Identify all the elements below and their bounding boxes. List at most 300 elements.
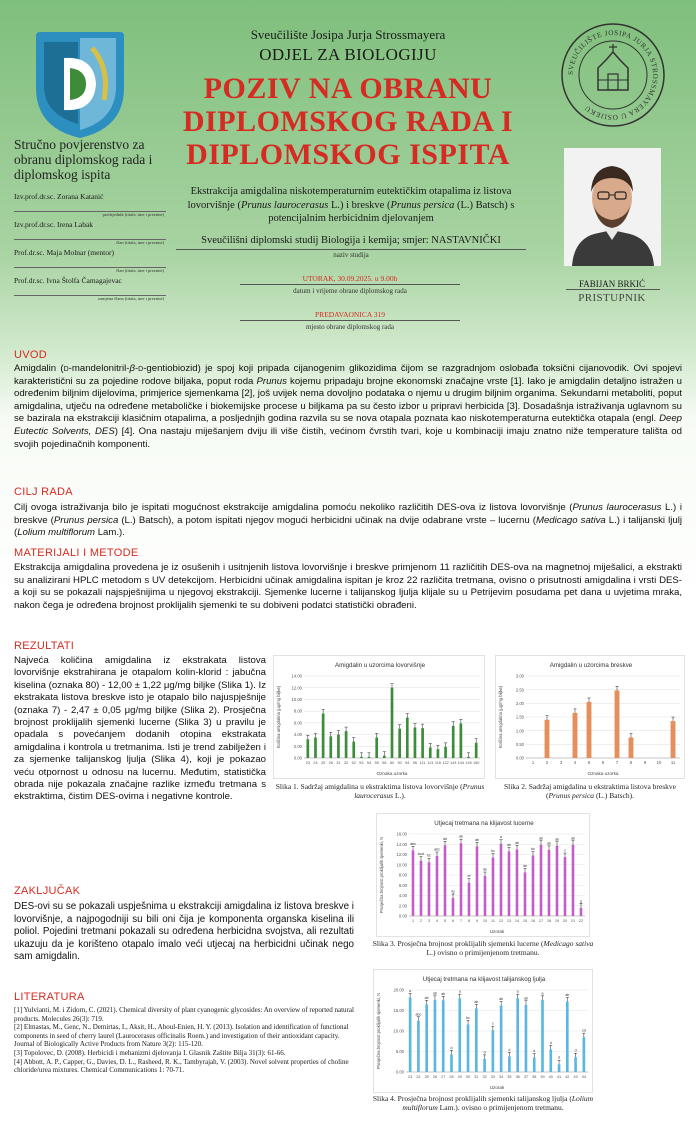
committee-member-row: [14, 189, 166, 217]
x-tick-label: 41: [556, 1075, 562, 1079]
x-tick-label: 1: [411, 919, 415, 923]
significance-label: ab: [475, 837, 479, 842]
chart-bar: [345, 731, 348, 758]
x-tick-label: 34: [499, 1075, 504, 1079]
department-logo: [34, 28, 126, 142]
chart-title: Utjecaj tretmana na klijavost talijanskog ljulja: [422, 976, 546, 983]
chart-bar: [516, 849, 519, 916]
x-tick-label: 23: [408, 1075, 413, 1079]
significance-label: abc: [410, 841, 416, 846]
chart-bar: [444, 747, 447, 758]
chart-bar: [409, 997, 412, 1072]
significance-label: g: [580, 899, 582, 904]
thesis-species: Prunus persica: [390, 199, 455, 211]
x-tick-label: 4: [435, 919, 439, 923]
chart-bar: [629, 738, 634, 759]
y-tick-label: 12.00: [291, 685, 302, 691]
y-tick-label: 0.00: [515, 755, 524, 761]
thesis-species: Prunus laurocerasus: [240, 199, 329, 211]
chart-bar: [525, 1005, 528, 1072]
chart-bar: [420, 861, 423, 916]
y-tick-label: 6.00: [293, 720, 302, 726]
x-axis-label: Oznaka uzorka: [376, 771, 408, 776]
x-tick-label: 80: [389, 761, 395, 765]
chart-bar: [452, 726, 455, 758]
thesis-title-text: L.) i breskve (: [328, 199, 391, 211]
significance-label: ab: [539, 836, 543, 841]
x-tick-label: 90: [397, 761, 402, 765]
chart-bar: [467, 1024, 470, 1072]
y-tick-label: 1.00: [515, 728, 524, 734]
chart-bar: [421, 728, 424, 758]
chart-bar: [444, 845, 447, 916]
chart-bar: [524, 872, 527, 916]
y-tick-label: 2.00: [398, 903, 407, 909]
significance-label: cd: [581, 1028, 586, 1033]
x-tick-label: 56: [382, 761, 387, 765]
chart-svg: [274, 656, 486, 780]
chart-bar: [475, 743, 478, 758]
y-tick-label: 2.50: [515, 687, 524, 693]
chart-bar: [476, 846, 479, 916]
chart-alfalfa-germination: [376, 813, 590, 937]
y-axis-label: Količina amigdalina (μg/mg biljke): [498, 685, 503, 749]
x-tick-label: 26: [432, 1075, 438, 1079]
x-tick-label: 42: [565, 1075, 570, 1079]
x-tick-label: 24: [416, 1075, 421, 1079]
chart-bar: [434, 1000, 437, 1072]
student-photo: [564, 148, 661, 266]
committee-member-caption: član (titula, ime i prezime): [116, 268, 164, 273]
section-heading-rezultati: REZULTATI: [14, 640, 75, 652]
x-tick-label: 27: [441, 1075, 446, 1079]
figure-caption-1: Slika 1. Sadržaj amigdalina u ekstraktima listova lovorvišnje (Prunus laurocerasus L.).: [275, 782, 485, 800]
chart-bar: [573, 713, 578, 758]
chart-svg: [377, 814, 591, 938]
x-tick-label: 25: [321, 761, 326, 765]
x-tick-label: 43: [573, 1075, 578, 1079]
significance-label: abc: [415, 1012, 422, 1017]
x-tick-label: 150: [473, 761, 480, 765]
x-tick-label: 25: [424, 1075, 429, 1079]
chart-bar: [508, 1056, 511, 1072]
chart-bar: [587, 702, 592, 758]
chart-bar: [414, 728, 417, 758]
date-caption: datum i vrijeme obrane diplomskog rada: [293, 287, 407, 295]
x-tick-label: 55: [374, 761, 379, 765]
y-tick-label: 16.00: [396, 831, 407, 837]
x-tick-label: 32: [343, 761, 349, 765]
chart-title: Utjecaj tretmana na klijavost lucerne: [434, 820, 534, 827]
chart-bar: [406, 718, 409, 758]
x-tick-label: 36: [515, 1075, 520, 1079]
x-tick-label: 1: [531, 760, 535, 765]
y-tick-label: 2.00: [515, 700, 524, 706]
x-tick-label: 14: [514, 919, 520, 923]
section-heading-uvod: UVOD: [14, 349, 47, 361]
significance-label: ab: [571, 836, 575, 841]
chart-bar: [352, 742, 355, 758]
significance-label: de: [483, 867, 487, 872]
x-tick-label: 33: [490, 1075, 495, 1079]
significance-label: d: [574, 1048, 577, 1053]
y-tick-label: 0.00: [398, 913, 407, 919]
significance-label: ab: [443, 836, 447, 841]
x-tick-label: 32: [482, 1075, 487, 1079]
chart-bar: [436, 856, 439, 916]
zakljucak-text: DES-ovi su se pokazali uspješnima u ekstrakciji amigdalina iz listova breskve i lovorvišnje, a najpogodniji su bili oni čija je komponenta organska kiselina ili poliol. Pojedini tretmani pokazali su određena herbicidna svojstva, ali rezultati ukazuju da je korišteno otapalo imalo veći utjecaj na herbicidni učinak nego sam amigdalin.: [14, 901, 354, 963]
chart-bar: [484, 876, 487, 916]
x-tick-label: 94: [405, 761, 410, 765]
chart-bar: [417, 1021, 420, 1072]
significance-label: d: [533, 1049, 536, 1054]
chart-bar: [360, 757, 363, 758]
x-tick-label: 11: [491, 919, 495, 923]
significance-label: ab: [424, 995, 429, 1000]
chart-bar: [572, 845, 575, 916]
significance-label: abc: [434, 847, 440, 852]
divider: [176, 249, 526, 250]
significance-label: a: [500, 835, 502, 840]
significance-label: ab: [523, 996, 528, 1001]
x-tick-label: 30: [465, 1075, 471, 1079]
x-tick-label: 122: [442, 761, 449, 765]
y-tick-label: 6.00: [398, 882, 407, 888]
chart-bar: [460, 843, 463, 916]
chart-bar: [516, 998, 519, 1072]
x-tick-label: 96: [412, 761, 418, 765]
significance-label: ef: [467, 874, 471, 879]
x-tick-label: 17: [538, 919, 544, 923]
x-tick-label: 26: [328, 761, 333, 765]
section-heading-cilj: CILJ RADA: [14, 486, 73, 498]
significance-label: d: [483, 1050, 486, 1055]
committee-member-row: [14, 273, 166, 301]
x-tick-label: 113: [427, 761, 434, 765]
x-tick-label: 11: [670, 760, 676, 765]
x-tick-label: 144: [457, 761, 465, 765]
uvod-text: Amigdalin (d-mandelonitril-β-d-gentiobiozid) je spoj koji pripada cijanogenim glikozidima čijom se razgradnjom oslobađa toksični cijanovodik. Ovi spojevi karakteristični su za pojedine rodove biljaka, poput roda Prunus kojemu pripadaju brojne ekonomski značajne vrste [1]. Iako je amigdalin detaljno istražen u određenim biljnim dijelovima, primjerice sjemenkama [2], još uvijek nema dovoljno podataka o njemu u drugim biljnim organima. Sekundarni metaboliti, poput amigdalina, utječu na određene metaboličke i biokemijske procese u biljkama pa su često izbor u pripravi herbicida [3]. Dosadašnja istraživanja uglavnom su se bazirala na ekstrakciji klasičnim otapalima, a posljednjih godina razvila su se nova otapala poznata kao niskotemperaturna eutektička otapala (engl. Deep Eutectic Solvents, DES) [4]. Ona nastaju miješanjem dviju ili više čistih, većinom čvrstih tvari, koje u kombinaciji imaju znatno niže temperature tališta od svojih pojedinačnih komponenti.: [14, 363, 683, 450]
significance-label: ab: [515, 840, 519, 845]
x-axis-label: Uzorak: [489, 1085, 505, 1090]
defense-place: PREDAVAONICA 319: [315, 310, 385, 319]
divider: [240, 284, 460, 285]
x-tick-label: 21: [570, 919, 576, 923]
chart-bar: [391, 688, 394, 758]
chart-amygdalin-peach: [495, 655, 685, 779]
chart-bar: [375, 738, 378, 759]
x-tick-label: 4: [573, 760, 577, 765]
materijali-text: Ekstrakcija amigdalina provedena je iz osušenih i usitnjenih listova lovorvišnje i breskve primjenom 11 različitih DES-ova na magnetnoj miješalici, a ekstrakti su analizirani HPLC metodom s UV detekcijom. Herbicidni učinak amigdalina ispitan je kroz 22 različita tretmana, ovisno o prisutnosti amigdalina i vrsti DES-a koji su se pokazali najspješnijima u njegovoj ekstrakciji. Sjemenke lucerne i talijanskog ljulja klijale su u Petrijevim posudama pet dana u uvjetima mraka, nakon čega je određena brojnost proklijalih sjemenki te su dobiveni podatci statistički obrađeni.: [14, 562, 682, 611]
title-line-3: DIPLOMSKOG ISPITA: [186, 138, 510, 171]
reference-item: [1] Yulvianti, M. i Zidorn, C. (2021). Chemical diversity of plant cyanogenic glycosides: An overview of reported natural products. Molecules 26(3): 719.: [14, 1006, 354, 1023]
chart-bar: [548, 850, 551, 916]
chart-svg: [374, 970, 594, 1094]
significance-label: c: [564, 848, 566, 853]
chart-bar: [580, 908, 583, 916]
chart-bar: [492, 1030, 495, 1072]
chart-bar: [541, 1000, 544, 1072]
significance-label: ab: [459, 834, 463, 839]
x-tick-label: 39: [540, 1075, 545, 1079]
chart-bar: [383, 756, 386, 758]
x-tick-label: 16: [530, 919, 536, 923]
chart-bar: [458, 998, 461, 1072]
x-tick-label: 18: [546, 919, 552, 923]
committee-member-name: Prof.dr.sc. Maja Molnar (mentor): [14, 248, 114, 257]
section-heading-literatura: LITERATURA: [14, 991, 85, 1003]
significance-label: c: [491, 1021, 494, 1026]
title-line-2: DIPLOMSKOG RADA I: [182, 105, 514, 138]
x-tick-label: 38: [532, 1075, 537, 1079]
significance-label: fg: [451, 889, 455, 894]
chart-title: Amigdalin u uzorcima breskve: [549, 662, 633, 669]
chart-bar: [428, 862, 431, 916]
page-title: [160, 72, 536, 171]
x-tick-label: 3: [427, 919, 431, 923]
chart-bar: [533, 1058, 536, 1072]
significance-label: bc: [531, 847, 535, 852]
y-tick-label: 10.00: [396, 862, 407, 868]
chart-bar: [545, 720, 550, 758]
significance-label: ab: [474, 999, 479, 1004]
x-tick-label: 28: [449, 1075, 454, 1079]
committee-list: [14, 189, 166, 301]
y-axis-label: Količina amigdalina (μg/mg biljke): [276, 685, 281, 749]
chart-bar: [442, 1000, 445, 1072]
figure-caption-3: Slika 3. Prosječna brojnost proklijalih sjemenki lucerne (Medicago sativa L.) ovisno o primijenjenom tretmanu.: [372, 939, 594, 957]
y-tick-label: 3.00: [515, 673, 524, 679]
x-tick-label: 9: [475, 919, 479, 923]
committee-member-caption: član (titula, ime i prezime): [116, 240, 164, 245]
x-axis-label: Oznaka uzorka: [587, 771, 619, 776]
committee-member-row: [14, 217, 166, 245]
reference-item: [4] Abbott, A. P., Capper, G., Davies, D. L., Rasheed, R. K., Tambyrajah, V. (2003). Novel solvent properties of choline chloride/urea mixtures. Chemical Communications 1: 70-71.: [14, 1057, 349, 1075]
x-tick-label: 2: [545, 760, 549, 765]
chart-bar: [450, 1054, 453, 1072]
y-tick-label: 0.00: [395, 1069, 404, 1075]
significance-label: d: [450, 1045, 453, 1050]
chart-bar: [368, 757, 371, 758]
x-tick-label: 22: [578, 919, 584, 923]
divider: [566, 289, 660, 290]
chart-bar: [615, 690, 620, 758]
x-axis-label: Uzorak: [489, 929, 505, 934]
chart-bar: [429, 747, 432, 758]
y-tick-label: 8.00: [398, 872, 407, 878]
chart-amygdalin-laurel: [273, 655, 485, 779]
chart-bar: [566, 1001, 569, 1072]
chart-bar: [329, 736, 332, 758]
reference-item: [3] Topolovec, D. (2008). Herbicidi i mehanizmi djelovanja I. Glasnik Zaštite Bilja 31(3): 61-66.: [14, 1048, 286, 1057]
y-axis-label: Prosječna brojnost proklijalih sjemenki, N: [376, 992, 381, 1070]
y-tick-label: 10.00: [393, 1028, 404, 1034]
significance-label: bc: [466, 1015, 470, 1020]
x-tick-label: 40: [548, 1075, 553, 1079]
y-tick-label: 5.00: [395, 1049, 404, 1055]
cilj-text: Cilj ovoga istraživanja bilo je ispitati mogućnost ekstrakcije amigdalina pomoću nekoliko različitih DES-ova iz listova lovorvišnje (Prunus laurocerasus L.) i breskve (Prunus persica (L.) Batsch), a potom ispitati njegov mogući herbicidni učinak na dvije odabrane vrste – lucernu (Medicago sativa L.) i talijanski ljulj (Lolium multiflorum Lam.).: [14, 502, 682, 539]
x-tick-label: 52: [351, 761, 356, 765]
department-name: ODJEL ZA BIOLOGIJU: [259, 45, 437, 64]
chart-bar: [437, 749, 440, 758]
x-tick-label: 12: [498, 919, 504, 923]
chart-svg: [496, 656, 686, 780]
x-tick-label: 9: [643, 760, 647, 765]
x-tick-label: 23: [305, 761, 310, 765]
title-line-1: POZIV NA OBRANU: [203, 72, 493, 105]
y-tick-label: 12.00: [396, 852, 407, 858]
y-tick-label: 15.00: [393, 1008, 404, 1014]
chart-bar: [556, 846, 559, 916]
x-tick-label: 5: [587, 760, 591, 765]
chart-bar: [583, 1037, 586, 1072]
x-tick-label: 24: [313, 761, 318, 765]
x-tick-label: 10: [482, 919, 488, 923]
significance-label: ab: [507, 842, 511, 847]
student-name: FABIJAN BRKIĆ: [578, 279, 646, 289]
y-tick-label: 4.00: [293, 732, 302, 738]
x-tick-label: 6: [601, 760, 605, 765]
figure-caption-2: Slika 2. Sadržaj amigdalina u ekstraktima listova breskve (Prunus persica (L.) Batsch).: [503, 782, 677, 800]
chart-bar: [467, 757, 470, 758]
x-tick-label: 7: [459, 919, 463, 923]
x-tick-label: 111: [419, 761, 426, 765]
divider: [240, 320, 460, 321]
x-tick-label: 29: [457, 1075, 462, 1079]
chart-bar: [306, 739, 309, 758]
student-role: PRISTUPNIK: [578, 292, 646, 304]
committee-member-caption: predsjednik (titula, ime i prezime): [102, 212, 164, 217]
y-tick-label: 0.50: [515, 741, 524, 747]
figure-caption-4: Slika 4. Prosječna brojnost proklijalih sjemenki talijanskog ljulja (Lolium multiflorum Lam.). ovisno o primijenjenom tretmanu.: [372, 1094, 594, 1112]
chart-bar: [483, 1059, 486, 1072]
committee-member-name: Prof.dr.sc. Ivna Štolfa Čamagajevac: [14, 276, 122, 285]
university-name: Sveučilište Josipa Jurja Strossmayera: [250, 27, 446, 42]
section-heading-materijali: MATERIJALI I METODE: [14, 547, 139, 559]
chart-bar: [475, 1008, 478, 1072]
reference-list: [14, 1006, 354, 1075]
chart-bar: [671, 721, 676, 758]
x-tick-label: 54: [366, 761, 372, 765]
chart-bar: [460, 723, 463, 758]
x-tick-label: 10: [656, 760, 662, 765]
x-tick-label: 44: [581, 1075, 586, 1079]
thesis-title: [176, 185, 526, 226]
seal-text: SVEUČILIŠTE JOSIPA JURJA STROSSMAYERA U OSIJEKU: [566, 28, 660, 122]
chart-bar: [322, 713, 325, 758]
x-tick-label: 19: [554, 919, 560, 923]
y-axis-label: Prosječna brojnost proklijalih sjemenki, N: [379, 836, 384, 914]
chart-bar: [425, 1004, 428, 1072]
chart-bar: [574, 1057, 577, 1072]
reference-item: [2] Elmastas, M., Genc, N., Demirtas, I., Aksit, H., Aboul-Enien, H. Y. (2013). Isolation and identification of functional components in seed of cherry laurel (Laurocerasus officinalis Roem.) and investigation of their antioxidant capacity. Journal of Biologically Active Products from Nature 3(2): 115-120.: [14, 1023, 349, 1049]
chart-bar: [337, 735, 340, 758]
committee-member-name: Izv.prof.dr.sc. Irena Labak: [14, 220, 94, 229]
significance-label: ab: [441, 991, 446, 996]
chart-title: Amigdalin u uzorcima lovorvišnje: [334, 662, 426, 669]
x-tick-label: 53: [359, 761, 364, 765]
x-tick-label: 31: [336, 761, 341, 765]
significance-label: a: [409, 988, 412, 993]
x-tick-label: 15: [522, 919, 528, 923]
x-tick-label: 13: [506, 919, 512, 923]
committee-title: Stručno povjerenstvo za obranu diplomskog rada i diplomskog ispita: [14, 137, 153, 182]
significance-label: bcd: [418, 852, 424, 857]
chart-bar: [532, 856, 535, 916]
university-seal: [560, 22, 666, 128]
defense-date: UTORAK, 30.09.2025. u 9.00h: [302, 274, 398, 283]
chart-bar: [558, 1064, 561, 1072]
y-tick-label: 10.00: [291, 697, 302, 703]
significance-label: ab: [547, 841, 551, 846]
significance-label: ab: [499, 997, 504, 1002]
x-tick-label: 5: [443, 919, 447, 923]
chart-ryegrass-germination: [373, 969, 593, 1093]
significance-label: a: [458, 989, 461, 994]
section-heading-zakljucak: ZAKLJUČAK: [14, 885, 81, 897]
x-tick-label: 6: [451, 919, 455, 923]
x-tick-label: 7: [615, 760, 619, 765]
chart-bar: [314, 738, 317, 759]
x-tick-label: 31: [474, 1075, 479, 1079]
x-tick-label: 145: [465, 761, 472, 765]
y-tick-label: 0.00: [293, 755, 302, 761]
y-tick-label: 4.00: [398, 893, 407, 899]
x-tick-label: 37: [523, 1075, 529, 1079]
thesis-title-text: Ekstrakcija amigdalina niskotemperaturnim eutektičkim otapalima iz listova lovorvišnje (: [187, 186, 512, 211]
significance-label: a: [541, 991, 544, 996]
x-tick-label: 8: [467, 919, 471, 923]
study-program: Sveučilišni diplomski studij Biologija i kemija; smjer: NASTAVNIČKI: [201, 235, 501, 246]
y-tick-label: 14.00: [291, 673, 302, 679]
y-tick-label: 14.00: [396, 841, 407, 847]
y-tick-label: 1.50: [515, 714, 524, 720]
x-tick-label: 20: [562, 919, 568, 923]
committee-member-name: Izv.prof.dr.sc. Zorana Katanić: [14, 192, 104, 201]
x-tick-label: 143: [450, 761, 457, 765]
rezultati-text: Najveća količina amigdalina iz ekstrakata listova lovorvišnje ekstrahirana je otapalom kolin-klorid : jabučna kiselina (oznaka 80) - 12,00 ± 1,22 μg/mg biljke (Slika 1). Iz ekstrakata listova breskve isto je otapalo bilo najuspješnije (oznaka 7) - 2,47 ± 0,05 μg/mg biljke (Slika 2). Prosječna brojnost proklijalih sjemenki lucerne (Slika 3) u pravilu je opadala s povećanjem dodanih otopina ekstrakata amigdalina i kontrola u tretmanima. Isti je trend zabilježen i za sjemenke talijanskog ljulja (Slika 4), koji je pokazao veću otpornost u odnosu na lucernu. Međutim, statistička obrada nije pokazala značajne razlike između tretmana s ekstraktima, čistim DES-ovima i negativne kontrole.: [14, 655, 266, 803]
x-tick-label: 8: [629, 760, 633, 765]
significance-label: ab: [555, 837, 559, 842]
chart-bar: [500, 1006, 503, 1072]
significance-label: a: [516, 989, 519, 994]
x-tick-label: 35: [507, 1075, 512, 1079]
chart-bar: [564, 857, 567, 916]
place-caption: mjesto obrane diplomskog rada: [305, 323, 395, 331]
significance-label: d: [549, 1040, 552, 1045]
significance-label: de: [523, 863, 527, 868]
committee-member-row: [14, 245, 166, 273]
chart-bar: [540, 845, 543, 916]
x-tick-label: 2: [419, 919, 423, 923]
y-tick-label: 8.00: [293, 708, 302, 714]
chart-bar: [492, 858, 495, 916]
thesis-title-text: (L.) Batsch) s potencijalnim herbicidnim djelovanjem: [268, 199, 515, 224]
study-caption: naziv studija: [333, 251, 369, 259]
x-tick-label: 3: [559, 760, 563, 765]
significance-label: d: [508, 1047, 511, 1052]
chart-bar: [452, 898, 455, 916]
significance-label: bc: [491, 849, 495, 854]
chart-bar: [549, 1049, 552, 1072]
chart-bar: [468, 883, 471, 916]
y-tick-label: 2.00: [293, 743, 302, 749]
significance-label: d: [558, 1055, 561, 1060]
chart-bar: [398, 729, 401, 758]
significance-label: bc: [427, 853, 431, 858]
chart-bar: [412, 850, 415, 916]
chart-bar: [500, 844, 503, 916]
